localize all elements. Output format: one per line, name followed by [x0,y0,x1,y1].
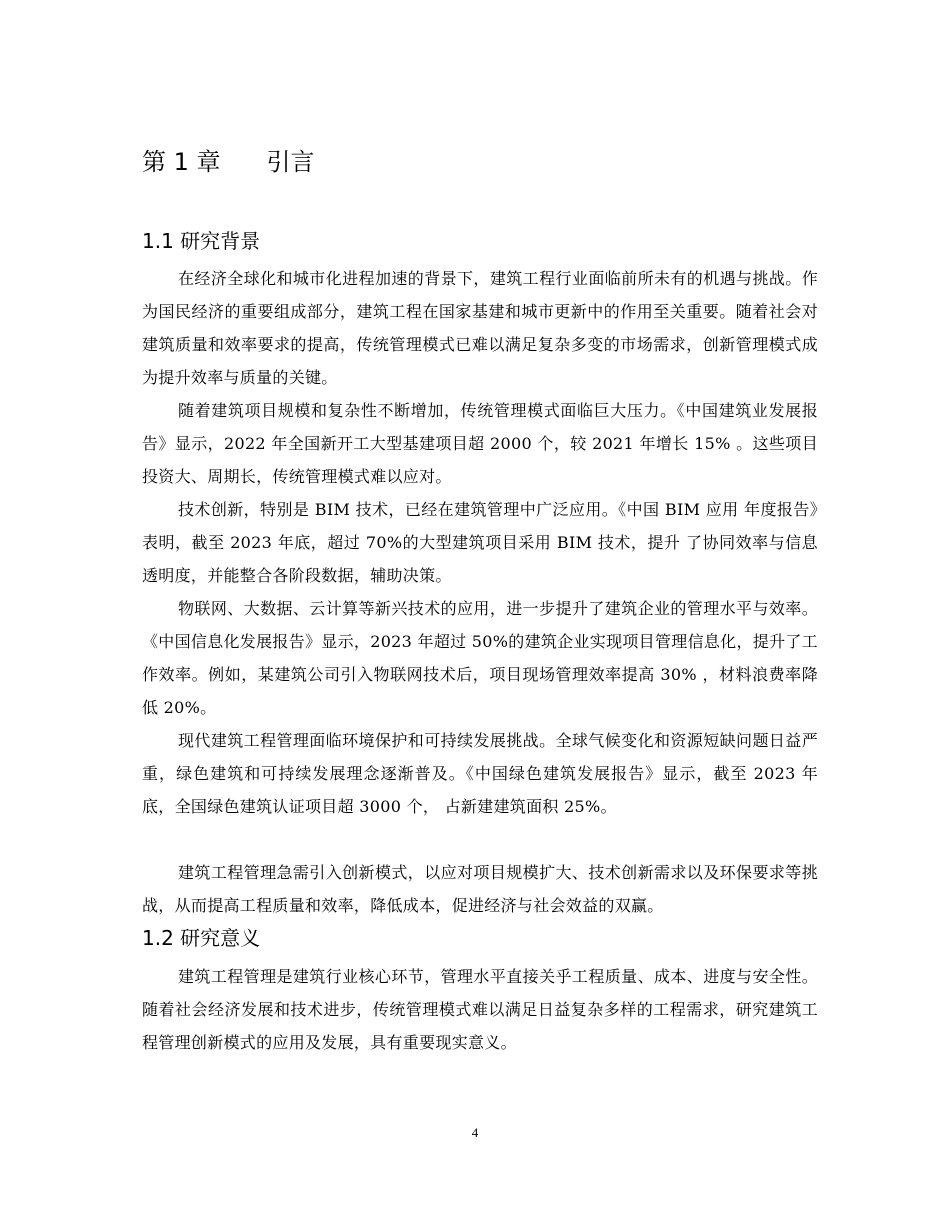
paragraph: 技术创新，特别是 BIM 技术，已经在建筑管理中广泛应用。《中国 BIM 应用 年度报告》表明，截至 2023 年底，超过 70%的大型建筑项目采用 BIM 技术，提升 了协同效率与信息透明度，并能整合各阶段数据，辅助决策。 [142,500,818,585]
chapter-name: 引言 [266,148,315,176]
paragraph: 在经济全球化和城市化进程加速的背景下，建筑工程行业面临前所未有的机遇与挑战。作为国民经济的重要组成部分，建筑工程在国家基建和城市更新中的作用至关重要。随着社会对建筑质量和效率要求的提高，传统管理模式已难以满足复杂多变的市场需求，创新管理模式成为提升效率与质量的关键。 [142,269,818,387]
section-heading-background: 1.1 研究背景 [142,229,261,253]
chapter-title [142,146,315,178]
paragraph: 现代建筑工程管理面临环境保护和可持续发展挑战。全球气候变化和资源短缺问题日益严重，绿色建筑和可持续发展理念逐渐普及。《中国绿色建筑发展报告》显示，截至 2023 年底，全国绿色建筑认证项目超 3000 个， 占新建建筑面积 25%。 [142,731,818,816]
paragraph: 随着建筑项目规模和复杂性不断增加，传统管理模式面临巨大压力。《中国建筑业发展报告》显示，2022 年全国新开工大型基建项目超 2000 个，较 2021 年增长 15% 。这些项目投资大、周期长，传统管理模式难以应对。 [142,401,818,486]
paragraph: 建筑工程管理急需引入创新模式，以应对项目规模扩大、技术创新需求以及环保要求等挑战，从而提高工程质量和效率，降低成本，促进经济与社会效益的双赢。 [142,863,818,915]
chapter-number: 第 1 章 [142,148,221,176]
section-heading-significance: 1.2 研究意义 [142,926,261,950]
paragraph: 物联网、大数据、云计算等新兴技术的应用，进一步提升了建筑企业的管理水平与效率。《中国信息化发展报告》显示，2023 年超过 50%的建筑企业实现项目管理信息化，提升了工作效率。例如，某建筑公司引入物联网技术后，项目现场管理效率提高 30% ，材料浪费率降低 20%。 [142,599,818,717]
page-number: 4 [471,1125,479,1140]
paragraph: 建筑工程管理是建筑行业核心环节，管理水平直接关乎工程质量、成本、进度与安全性。随着社会经济发展和技术进步，传统管理模式难以满足日益复杂多样的工程需求，研究建筑工程管理创新模式的应用及发展，具有重要现实意义。 [142,967,818,1052]
